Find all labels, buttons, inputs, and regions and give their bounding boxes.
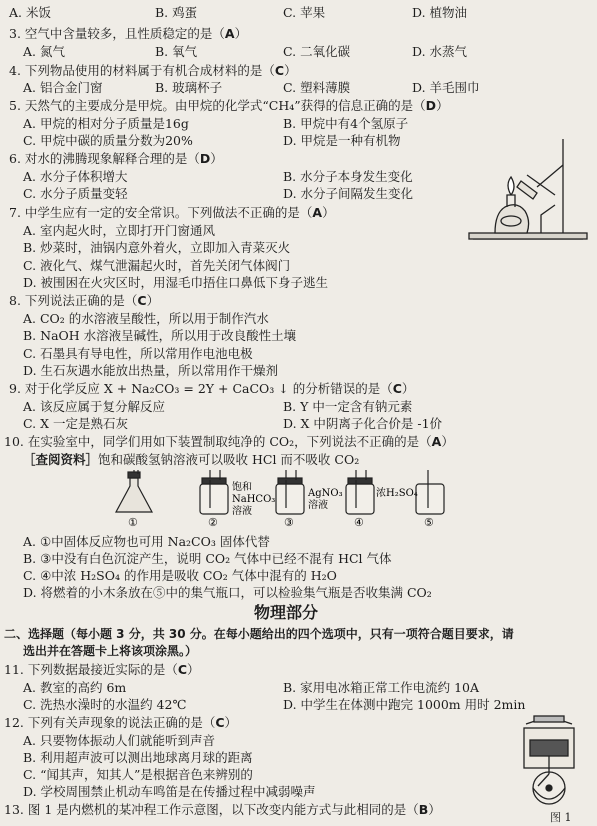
q7-option-b: B. 炒菜时，油锅内意外着火，立即加入青菜灭火 [23, 240, 291, 255]
q3-option-b: B. 氧气 [155, 44, 198, 59]
q8-option-d: D. 生石灰遇水能放出热量，所以常用作干燥剂 [23, 363, 279, 378]
section2-line2: 选出并在答题卡上将该项涂黑。） [23, 644, 198, 658]
q10-option-c: C. ④中浓 H₂SO₄ 的作用是吸收 CO₂ 气体中混有的 H₂O [23, 568, 337, 583]
q3-option-c: C. 二氧化碳 [283, 44, 351, 59]
q9-answer: C [392, 381, 402, 396]
q5-answer: D [425, 98, 437, 113]
q12-stem: 12. 下列有关声现象的说法正确的是（C） [4, 715, 238, 730]
q13-answer: B [418, 802, 429, 817]
q12-option-c: C. “闻其声，知其人”是根据音色来辨别的 [23, 767, 253, 782]
q3-answer: A [224, 26, 235, 41]
q11-option-b: B. 家用电冰箱正常工作电流约 10A [283, 680, 480, 695]
q8-option-a: A. CO₂ 的水溶液呈酸性，所以用于制作汽水 [23, 311, 269, 326]
q9-option-b: B. Y 中一定含有钠元素 [283, 399, 413, 414]
q3-stem: 3. 空气中含量较多，且性质稳定的是（A） [9, 26, 248, 41]
q4-answer: C [274, 63, 285, 78]
q10-option-d: D. 将燃着的小木条放在⑤中的集气瓶口，可以检验集气瓶是否收集满 CO₂ [23, 585, 432, 600]
q8-answer: C [137, 293, 147, 308]
q8-stem: 8. 下列说法正确的是（C） [9, 293, 160, 308]
q2-option-c: C. 苹果 [283, 5, 326, 20]
reagent-2-line2: NaHCO₃ [232, 494, 276, 505]
q11-option-d: D. 中学生在体测中跑完 1000m 用时 2min [283, 697, 526, 712]
q10-option-a: A. ①中固体反应物也可用 Na₂CO₃ 固体代替 [23, 534, 270, 549]
q8-option-c: C. 石墨具有导电性，所以常用作电池电极 [23, 346, 253, 361]
q13-stem: 13. 图 1 是内燃机的某冲程工作示意图，以下改变内能方式与此相同的是（B） [4, 802, 441, 817]
q9-option-d: D. X 中阴离子化合价是 -1价 [283, 416, 443, 431]
reagent-2-line3: 溶液 [232, 506, 252, 517]
q9-option-a: A. 该反应属于复分解反应 [23, 399, 165, 414]
q5-stem: 5. 天然气的主要成分是甲烷。由甲烷的化学式“CH₄”获得的信息正确的是（D） [9, 98, 449, 113]
label-1: ① [128, 516, 138, 529]
physics-title: 物理部分 [254, 603, 319, 622]
reagent-2-line1: 饱和 [232, 482, 252, 493]
q4-option-c: C. 塑料薄膜 [283, 80, 351, 95]
q9-option-c: C. X 一定是熟石灰 [23, 416, 128, 431]
label-2: ② [208, 516, 218, 529]
q10-option-b: B. ③中没有白色沉淀产生，说明 CO₂ 气体中已经不混有 HCl 气体 [23, 551, 392, 566]
q10-answer: A [431, 434, 442, 449]
q4-stem: 4. 下列物品使用的材料属于有机合成材料的是（C） [9, 63, 297, 78]
q3-option-d: D. 水蒸气 [412, 44, 468, 59]
q5-option-c: C. 甲烷中碳的质量分数为20% [23, 133, 193, 148]
q3-option-a: A. 氮气 [23, 44, 65, 59]
gas-apparatus-diagram [110, 470, 490, 530]
info-tag: ［查阅资料］ [23, 452, 99, 467]
section2-line1: 二、选择题（每小题 3 分，共 30 分。在每小题给出的四个选项中，只有一项符合题目要求，请 [4, 627, 514, 641]
q2-option-d: D. 植物油 [412, 5, 468, 20]
q5-option-d: D. 甲烷是一种有机物 [283, 133, 401, 148]
q5-option-b: B. 甲烷中有4个氢原子 [283, 116, 409, 131]
q10-info: ［查阅资料］饱和碳酸氢钠溶液可以吸收 HCl 而不吸收 CO₂ [23, 452, 360, 467]
q6-option-b: B. 水分子本身发生变化 [283, 169, 413, 184]
q6-option-a: A. 水分子体积增大 [23, 169, 128, 184]
q7-option-c: C. 液化气、煤气泄漏起火时，首先关闭气体阀门 [23, 258, 291, 273]
label-3: ③ [284, 516, 294, 529]
q6-answer: D [199, 151, 211, 166]
q6-option-c: C. 水分子质量变轻 [23, 186, 128, 201]
q12-option-b: B. 利用超声波可以测出地球离月球的距离 [23, 750, 253, 765]
figure-1-caption: 图 1 [550, 811, 572, 824]
q7-stem: 7. 中学生应有一定的安全常识。下列做法不正确的是（A） [9, 205, 335, 220]
alcohol-burner-figure [455, 135, 590, 247]
q8-option-b: B. NaOH 水溶液呈碱性，所以用于改良酸性土壤 [23, 328, 297, 343]
q4-option-d: D. 羊毛围巾 [412, 80, 480, 95]
q11-stem: 11. 下列数据最接近实际的是（C） [4, 662, 200, 677]
q7-option-d: D. 被围困在火灾区时，用湿毛巾捂住口鼻低下身子逃生 [23, 275, 329, 290]
q5-option-a: A. 甲烷的相对分子质量是16g [23, 116, 189, 131]
q11-option-a: A. 教室的高约 6m [23, 680, 127, 695]
label-4: ④ [354, 516, 364, 529]
engine-figure [508, 714, 590, 812]
q12-option-a: A. 只要物体振动人们就能听到声音 [23, 733, 215, 748]
q12-answer: C [215, 715, 225, 730]
q9-stem: 9. 对于化学反应 X + Na₂CO₃ = 2Y + CaCO₃ ↓ 的分析错误的是（C） [9, 381, 415, 396]
label-5: ⑤ [424, 516, 434, 529]
q11-option-c: C. 洗热水澡时的水温约 42℃ [23, 697, 187, 712]
reagent-3-line2: 溶液 [308, 500, 328, 511]
q4-option-a: A. 铝合金门窗 [23, 80, 103, 95]
q2-option-b: B. 鸡蛋 [155, 5, 198, 20]
q12-option-d: D. 学校周围禁止机动车鸣笛是在传播过程中减弱噪声 [23, 784, 316, 799]
reagent-4: 浓H₂SO₄ [376, 488, 418, 499]
q7-option-a: A. 室内起火时，立即打开门窗通风 [23, 223, 215, 238]
q11-answer: C [177, 662, 188, 677]
reagent-3-line1: AgNO₃ [308, 488, 343, 499]
q10-stem: 10. 在实验室中，同学们用如下装置制取纯净的 CO₂，下列说法不正确的是（A） [4, 434, 454, 449]
q7-answer: A [312, 205, 323, 220]
q2-option-a: A. 米饭 [9, 5, 51, 20]
q6-stem: 6. 对水的沸腾现象解释合理的是（D） [9, 151, 223, 166]
q4-option-b: B. 玻璃杯子 [155, 80, 223, 95]
q6-option-d: D. 水分子间隔发生变化 [283, 186, 414, 201]
